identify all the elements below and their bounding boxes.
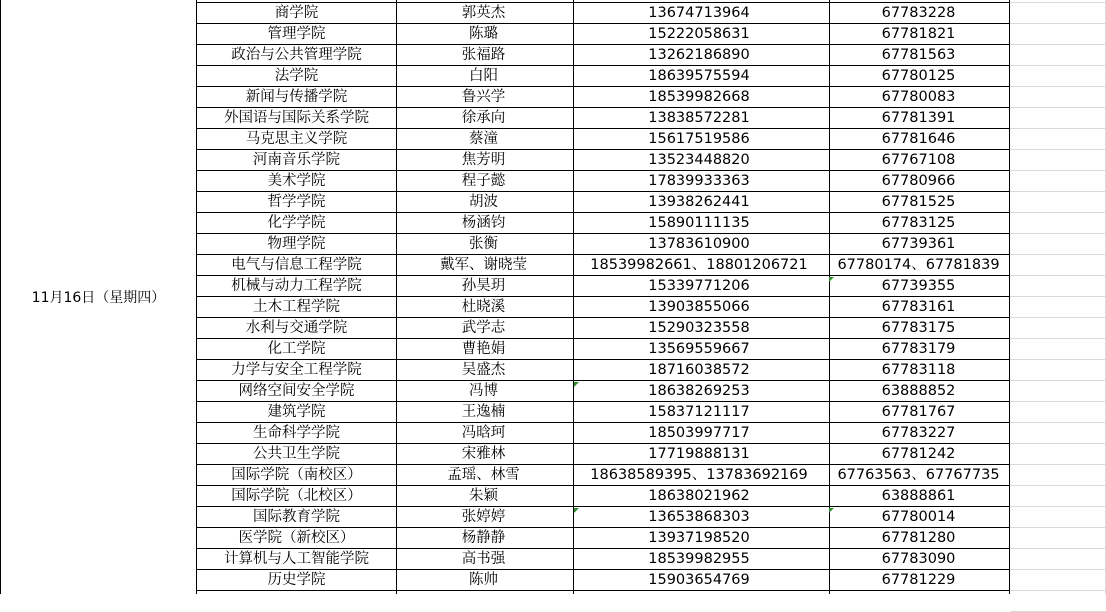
contact-cell[interactable]: 蔡潼	[469, 131, 498, 147]
cell-border	[197, 254, 1009, 255]
gridline	[1010, 170, 1106, 171]
contact-cell[interactable]: 胡波	[469, 194, 498, 210]
contact-cell[interactable]: 朱颖	[469, 488, 498, 504]
gridline	[1010, 590, 1106, 591]
contact-cell[interactable]: 武学志	[461, 320, 506, 336]
office-cell[interactable]: 67780125	[881, 68, 956, 84]
table-row	[197, 213, 1009, 234]
table-row	[197, 318, 1009, 339]
gridline	[1010, 23, 1106, 24]
cell-border	[196, 0, 197, 594]
college-cell[interactable]: 机械与动力工程学院	[231, 278, 362, 294]
cell-border	[197, 170, 1009, 171]
college-cell[interactable]: 生命科学学院	[253, 425, 340, 441]
gridline	[1010, 401, 1106, 402]
contact-cell[interactable]: 杨涵钧	[461, 215, 506, 231]
cell-border	[197, 485, 1009, 486]
cell-border	[197, 65, 1009, 66]
mobile-cell[interactable]: 13903855066	[648, 299, 750, 315]
college-cell[interactable]: 管理学院	[267, 26, 326, 42]
contact-cell[interactable]: 张福路	[461, 47, 506, 63]
college-cell[interactable]: 新闻与传播学院	[245, 89, 348, 105]
cell-marker-icon	[829, 508, 834, 513]
office-cell[interactable]: 67780014	[881, 509, 956, 525]
table-row	[197, 444, 1009, 465]
cell-border	[197, 506, 1009, 507]
gridline	[1010, 44, 1106, 45]
mobile-cell[interactable]: 18638021962	[648, 488, 750, 504]
office-cell[interactable]: 67781646	[881, 131, 956, 147]
contact-cell[interactable]: 冯博	[469, 383, 498, 399]
college-cell[interactable]: 网络空间安全学院	[238, 383, 355, 399]
contact-cell[interactable]: 白阳	[469, 68, 498, 84]
gridline	[1010, 149, 1106, 150]
cell-border	[197, 296, 1009, 297]
table-row	[197, 402, 1009, 423]
office-cell[interactable]: 67763563、67767735	[837, 467, 1000, 483]
college-cell[interactable]: 政治与公共管理学院	[231, 47, 362, 63]
office-cell[interactable]: 67781242	[881, 446, 956, 462]
gridline	[1010, 569, 1106, 570]
contact-cell[interactable]: 陈璐	[469, 26, 498, 42]
gridline	[1010, 86, 1106, 87]
table-row	[197, 45, 1009, 66]
mobile-cell[interactable]: 18638589395、13783692169	[590, 467, 808, 483]
cell-border	[197, 2, 1009, 3]
office-cell[interactable]: 67780083	[881, 89, 956, 105]
cell-border	[197, 275, 1009, 276]
mobile-cell[interactable]: 13838572281	[648, 110, 750, 126]
contact-cell[interactable]: 焦芳明	[461, 152, 506, 168]
gridline	[1010, 464, 1106, 465]
cell-border	[197, 401, 1009, 402]
mobile-cell[interactable]: 18539982955	[648, 551, 750, 567]
cell-border	[197, 44, 1009, 45]
table-row	[197, 129, 1009, 150]
table-row	[197, 171, 1009, 192]
office-cell[interactable]: 67781563	[881, 47, 956, 63]
mobile-cell[interactable]: 18716038572	[648, 362, 750, 378]
gridline	[1010, 65, 1106, 66]
mobile-cell[interactable]: 15837121117	[648, 404, 750, 420]
college-cell[interactable]: 建筑学院	[267, 404, 326, 420]
cell-border	[829, 0, 830, 594]
office-cell[interactable]: 67767108	[881, 152, 956, 168]
gridline	[1010, 128, 1106, 129]
table-row	[197, 108, 1009, 129]
college-cell[interactable]: 化工学院	[267, 341, 326, 357]
college-cell[interactable]: 水利与交通学院	[245, 320, 348, 336]
contact-cell[interactable]: 孙昊玥	[461, 278, 506, 294]
contact-cell[interactable]: 杨静静	[461, 530, 506, 546]
contact-cell[interactable]: 王逸楠	[461, 404, 506, 420]
college-cell[interactable]: 化学学院	[267, 215, 326, 231]
gridline	[1010, 380, 1106, 381]
table-row	[197, 360, 1009, 381]
college-cell[interactable]: 国际学院（北校区）	[231, 488, 362, 504]
cell-border	[197, 23, 1009, 24]
office-cell[interactable]: 67783175	[881, 320, 956, 336]
gridline	[1010, 443, 1106, 444]
office-cell[interactable]: 67781767	[881, 404, 956, 420]
gridline	[1010, 338, 1106, 339]
mobile-cell[interactable]: 13262186890	[648, 47, 750, 63]
contact-cell[interactable]: 郭英杰	[461, 5, 506, 21]
cell-border	[0, 0, 1, 594]
table-row	[197, 255, 1009, 276]
cell-border	[573, 0, 574, 594]
cell-border	[197, 317, 1009, 318]
mobile-cell[interactable]: 13569559667	[648, 341, 750, 357]
mobile-cell[interactable]: 18503997717	[648, 425, 750, 441]
table-row	[197, 570, 1009, 591]
office-cell[interactable]: 67783090	[881, 551, 956, 567]
contact-cell[interactable]: 陈帅	[469, 572, 498, 588]
mobile-cell[interactable]: 13937198520	[648, 530, 750, 546]
contact-cell[interactable]: 张婷婷	[461, 509, 506, 525]
contact-cell[interactable]: 徐承向	[461, 110, 506, 126]
table-row	[197, 297, 1009, 318]
contact-cell[interactable]: 程子懿	[461, 173, 506, 189]
cell-border	[197, 359, 1009, 360]
contact-cell[interactable]: 孟瑶、林雪	[447, 467, 520, 483]
college-cell[interactable]: 物理学院	[267, 236, 326, 252]
college-cell[interactable]: 计算机与人工智能学院	[224, 551, 369, 567]
date-label: 11月16日（星期四）	[31, 290, 166, 306]
contact-cell[interactable]: 鲁兴学	[461, 89, 506, 105]
college-cell[interactable]: 力学与安全工程学院	[231, 362, 362, 378]
cell-border	[197, 149, 1009, 150]
cell-border	[197, 590, 1009, 591]
contact-cell[interactable]: 冯晗珂	[461, 425, 506, 441]
cell-border	[1009, 0, 1010, 594]
cell-border	[197, 422, 1009, 423]
gridline	[1010, 107, 1106, 108]
college-cell[interactable]: 哲学学院	[267, 194, 326, 210]
table-row	[197, 528, 1009, 549]
table-row	[197, 276, 1009, 297]
mobile-cell[interactable]: 15890111135	[648, 215, 750, 231]
college-cell[interactable]: 商学院	[274, 5, 319, 21]
table-row	[197, 507, 1009, 528]
cell-border	[197, 380, 1009, 381]
office-cell[interactable]: 67780966	[881, 173, 956, 189]
cell-border	[197, 212, 1009, 213]
office-cell[interactable]: 67781821	[881, 26, 956, 42]
office-cell[interactable]: 67781525	[881, 194, 956, 210]
contact-cell[interactable]: 张衡	[469, 236, 498, 252]
gridline	[1010, 527, 1106, 528]
table-row	[197, 87, 1009, 108]
cell-border	[197, 464, 1009, 465]
office-cell[interactable]: 67783228	[881, 5, 956, 21]
college-cell[interactable]: 外国语与国际关系学院	[224, 110, 369, 126]
table-row	[197, 423, 1009, 444]
college-cell[interactable]: 公共卫生学院	[253, 446, 340, 462]
gridline	[1010, 548, 1106, 549]
mobile-cell[interactable]: 17839933363	[648, 173, 750, 189]
cell-border	[197, 443, 1009, 444]
office-cell[interactable]: 67783118	[881, 362, 956, 378]
gridline	[1010, 317, 1106, 318]
college-cell[interactable]: 历史学院	[267, 572, 326, 588]
mobile-cell[interactable]: 18638269253	[648, 383, 750, 399]
date-cell[interactable]	[0, 0, 197, 594]
mobile-cell[interactable]: 18539982668	[648, 89, 750, 105]
mobile-cell[interactable]: 13674713964	[648, 5, 750, 21]
cell-marker-icon	[829, 277, 834, 282]
office-cell[interactable]: 67783179	[881, 341, 956, 357]
mobile-cell[interactable]: 13523448820	[648, 152, 750, 168]
gridline	[1010, 506, 1106, 507]
gridline	[1010, 191, 1106, 192]
gridline	[1010, 212, 1106, 213]
cell-border	[197, 569, 1009, 570]
office-cell[interactable]: 63888861	[881, 488, 956, 504]
contact-cell[interactable]: 吴盛杰	[461, 362, 506, 378]
gridline	[1010, 422, 1106, 423]
gridline	[1010, 359, 1106, 360]
office-cell[interactable]: 67781280	[881, 530, 956, 546]
gridline	[1010, 275, 1106, 276]
office-cell[interactable]: 67781391	[881, 110, 956, 126]
table-row	[197, 549, 1009, 570]
college-cell[interactable]: 河南音乐学院	[253, 152, 340, 168]
office-cell[interactable]: 67783125	[881, 215, 956, 231]
gridline	[1010, 2, 1106, 3]
college-cell[interactable]: 法学院	[274, 68, 319, 84]
college-cell[interactable]: 国际教育学院	[253, 509, 340, 525]
table-row	[197, 24, 1009, 45]
cell-border	[197, 107, 1009, 108]
table-row	[197, 150, 1009, 171]
mobile-cell[interactable]: 18639575594	[648, 68, 750, 84]
cell-border	[396, 0, 397, 594]
cell-border	[197, 548, 1009, 549]
mobile-cell[interactable]: 13938262441	[648, 194, 750, 210]
college-cell[interactable]: 电气与信息工程学院	[231, 257, 362, 273]
office-cell[interactable]: 63888852	[881, 383, 956, 399]
college-cell[interactable]: 马克思主义学院	[245, 131, 348, 147]
mobile-cell[interactable]: 15617519586	[648, 131, 750, 147]
office-cell[interactable]: 67781229	[881, 572, 956, 588]
cell-border	[197, 128, 1009, 129]
table-row	[197, 192, 1009, 213]
gridline	[1010, 296, 1106, 297]
contact-cell[interactable]: 杜晓溪	[461, 299, 506, 315]
cell-marker-icon	[574, 508, 579, 513]
college-cell[interactable]: 美术学院	[267, 173, 326, 189]
table-row	[197, 486, 1009, 507]
college-cell[interactable]: 土木工程学院	[253, 299, 340, 315]
gridline	[1010, 485, 1106, 486]
gridline	[1010, 233, 1106, 234]
cell-border	[197, 86, 1009, 87]
mobile-cell[interactable]: 17719888131	[648, 446, 750, 462]
college-cell[interactable]: 国际学院（南校区）	[231, 467, 362, 483]
cell-border	[197, 338, 1009, 339]
office-cell[interactable]: 67783227	[881, 425, 956, 441]
table-row	[197, 465, 1009, 486]
table-row	[197, 381, 1009, 402]
contact-cell[interactable]: 戴军、谢晓莹	[440, 257, 527, 273]
mobile-cell[interactable]: 13783610900	[648, 236, 750, 252]
mobile-cell[interactable]: 15222058631	[648, 26, 750, 42]
table-row	[197, 339, 1009, 360]
cell-border	[197, 527, 1009, 528]
office-cell[interactable]: 67739361	[881, 236, 956, 252]
table-row	[197, 66, 1009, 87]
mobile-cell[interactable]: 15903654769	[648, 572, 750, 588]
office-cell[interactable]: 67780174、67781839	[837, 257, 1000, 273]
office-cell[interactable]: 67739355	[881, 278, 956, 294]
mobile-cell[interactable]: 13653868303	[648, 509, 750, 525]
mobile-cell[interactable]: 18539982661、18801206721	[590, 257, 808, 273]
gridline	[1010, 254, 1106, 255]
table-row	[197, 234, 1009, 255]
cell-border	[197, 233, 1009, 234]
cell-border	[197, 191, 1009, 192]
contact-cell[interactable]: 高书强	[461, 551, 506, 567]
college-cell[interactable]: 医学院（新校区）	[238, 530, 355, 546]
contact-cell[interactable]: 曹艳娟	[461, 341, 506, 357]
mobile-cell[interactable]: 15339771206	[648, 278, 750, 294]
mobile-cell[interactable]: 15290323558	[648, 320, 750, 336]
office-cell[interactable]: 67783161	[881, 299, 956, 315]
table-row	[197, 3, 1009, 24]
cell-marker-icon	[574, 382, 579, 387]
contact-cell[interactable]: 宋雅林	[461, 446, 506, 462]
